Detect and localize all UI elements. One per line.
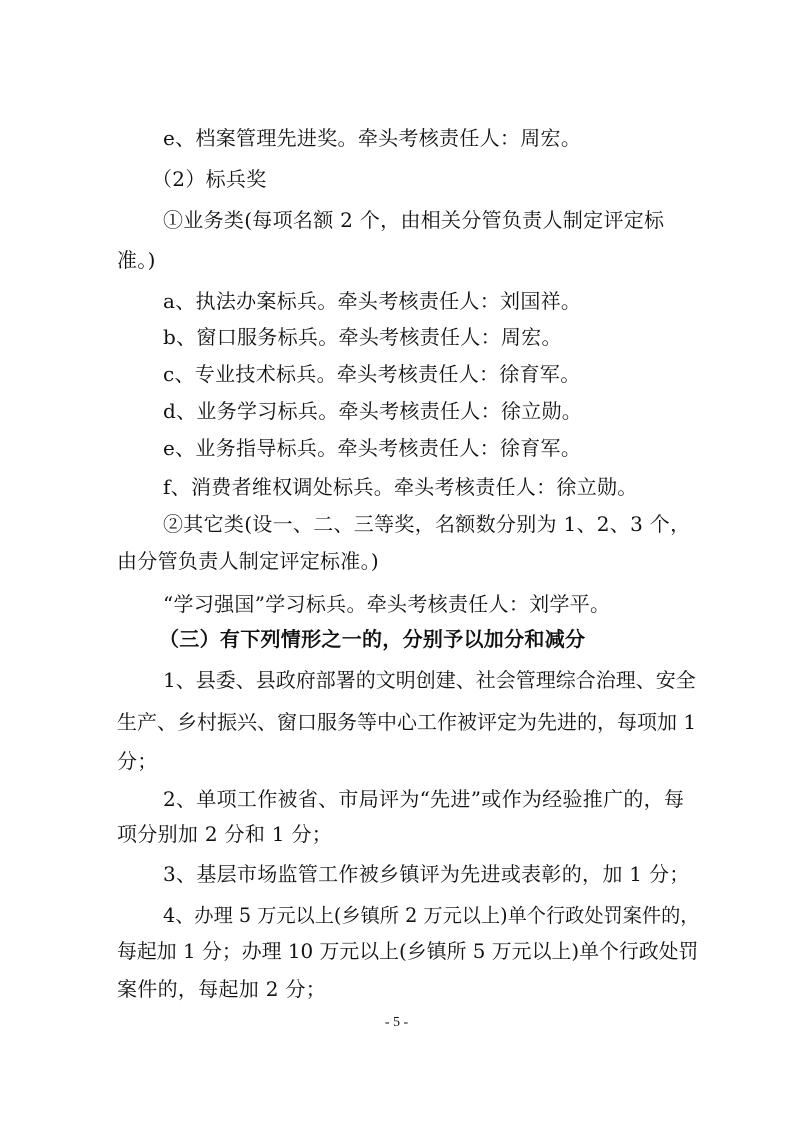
text-line: ②其它类(设一、二、三等奖，名额数分别为 1、2、3 个， <box>163 512 691 536</box>
text-line: 2、单项工作被省、市局评为“先进”或作为经验推广的，每 <box>163 787 685 811</box>
text-line: b、窗口服务标兵。牵头考核责任人：周宏。 <box>163 325 562 349</box>
text-line: 生产、乡村振兴、窗口服务等中心工作被评定为先进的，每项加 1 <box>117 710 697 734</box>
text-line: 准。) <box>117 248 156 272</box>
text-line: 每起加 1 分；办理 10 万元以上(乡镇所 5 万元以上)单个行政处罚 <box>117 940 699 963</box>
text-line: c、专业技术标兵。牵头考核责任人：徐育军。 <box>163 362 581 386</box>
section-heading-bold: （三）有下列情形之一的，分别予以加分和减分 <box>159 627 586 651</box>
text-line: 1、县委、县政府部署的文明创建、社会管理综合治理、安全 <box>163 668 696 692</box>
text-line: ①业务类(每项名额 2 个，由相关分管负责人制定评定标 <box>163 208 665 232</box>
text-line: e、业务指导标兵。牵头考核责任人：徐育军。 <box>163 436 582 460</box>
text-line: d、业务学习标兵。牵头考核责任人：徐立勋。 <box>163 399 583 423</box>
text-line: a、执法办案标兵。牵头考核责任人：刘国祥。 <box>163 289 582 313</box>
text-line: 3、基层市场监管工作被乡镇评为先进或表彰的，加 1 分； <box>163 862 690 886</box>
text-line: e、档案管理先进奖。牵头考核责任人：周宏。 <box>163 126 582 150</box>
page-number: - 5 - <box>384 1015 409 1030</box>
text-line: “学习强国”学习标兵。牵头考核责任人：刘学平。 <box>163 592 611 616</box>
text-line: 项分别加 2 分和 1 分； <box>117 822 333 846</box>
text-line: 分； <box>117 749 158 773</box>
text-line: f、消费者维权调处标兵。牵头考核责任人：徐立勋。 <box>163 475 638 499</box>
section-heading: （2）标兵奖 <box>152 167 267 191</box>
text-line: 由分管负责人制定评定标准。) <box>117 549 380 573</box>
text-line: 案件的，每起加 2 分； <box>117 977 327 1001</box>
text-line: 4、办理 5 万元以上(乡镇所 2 万元以上)单个行政处罚案件的， <box>163 904 700 927</box>
